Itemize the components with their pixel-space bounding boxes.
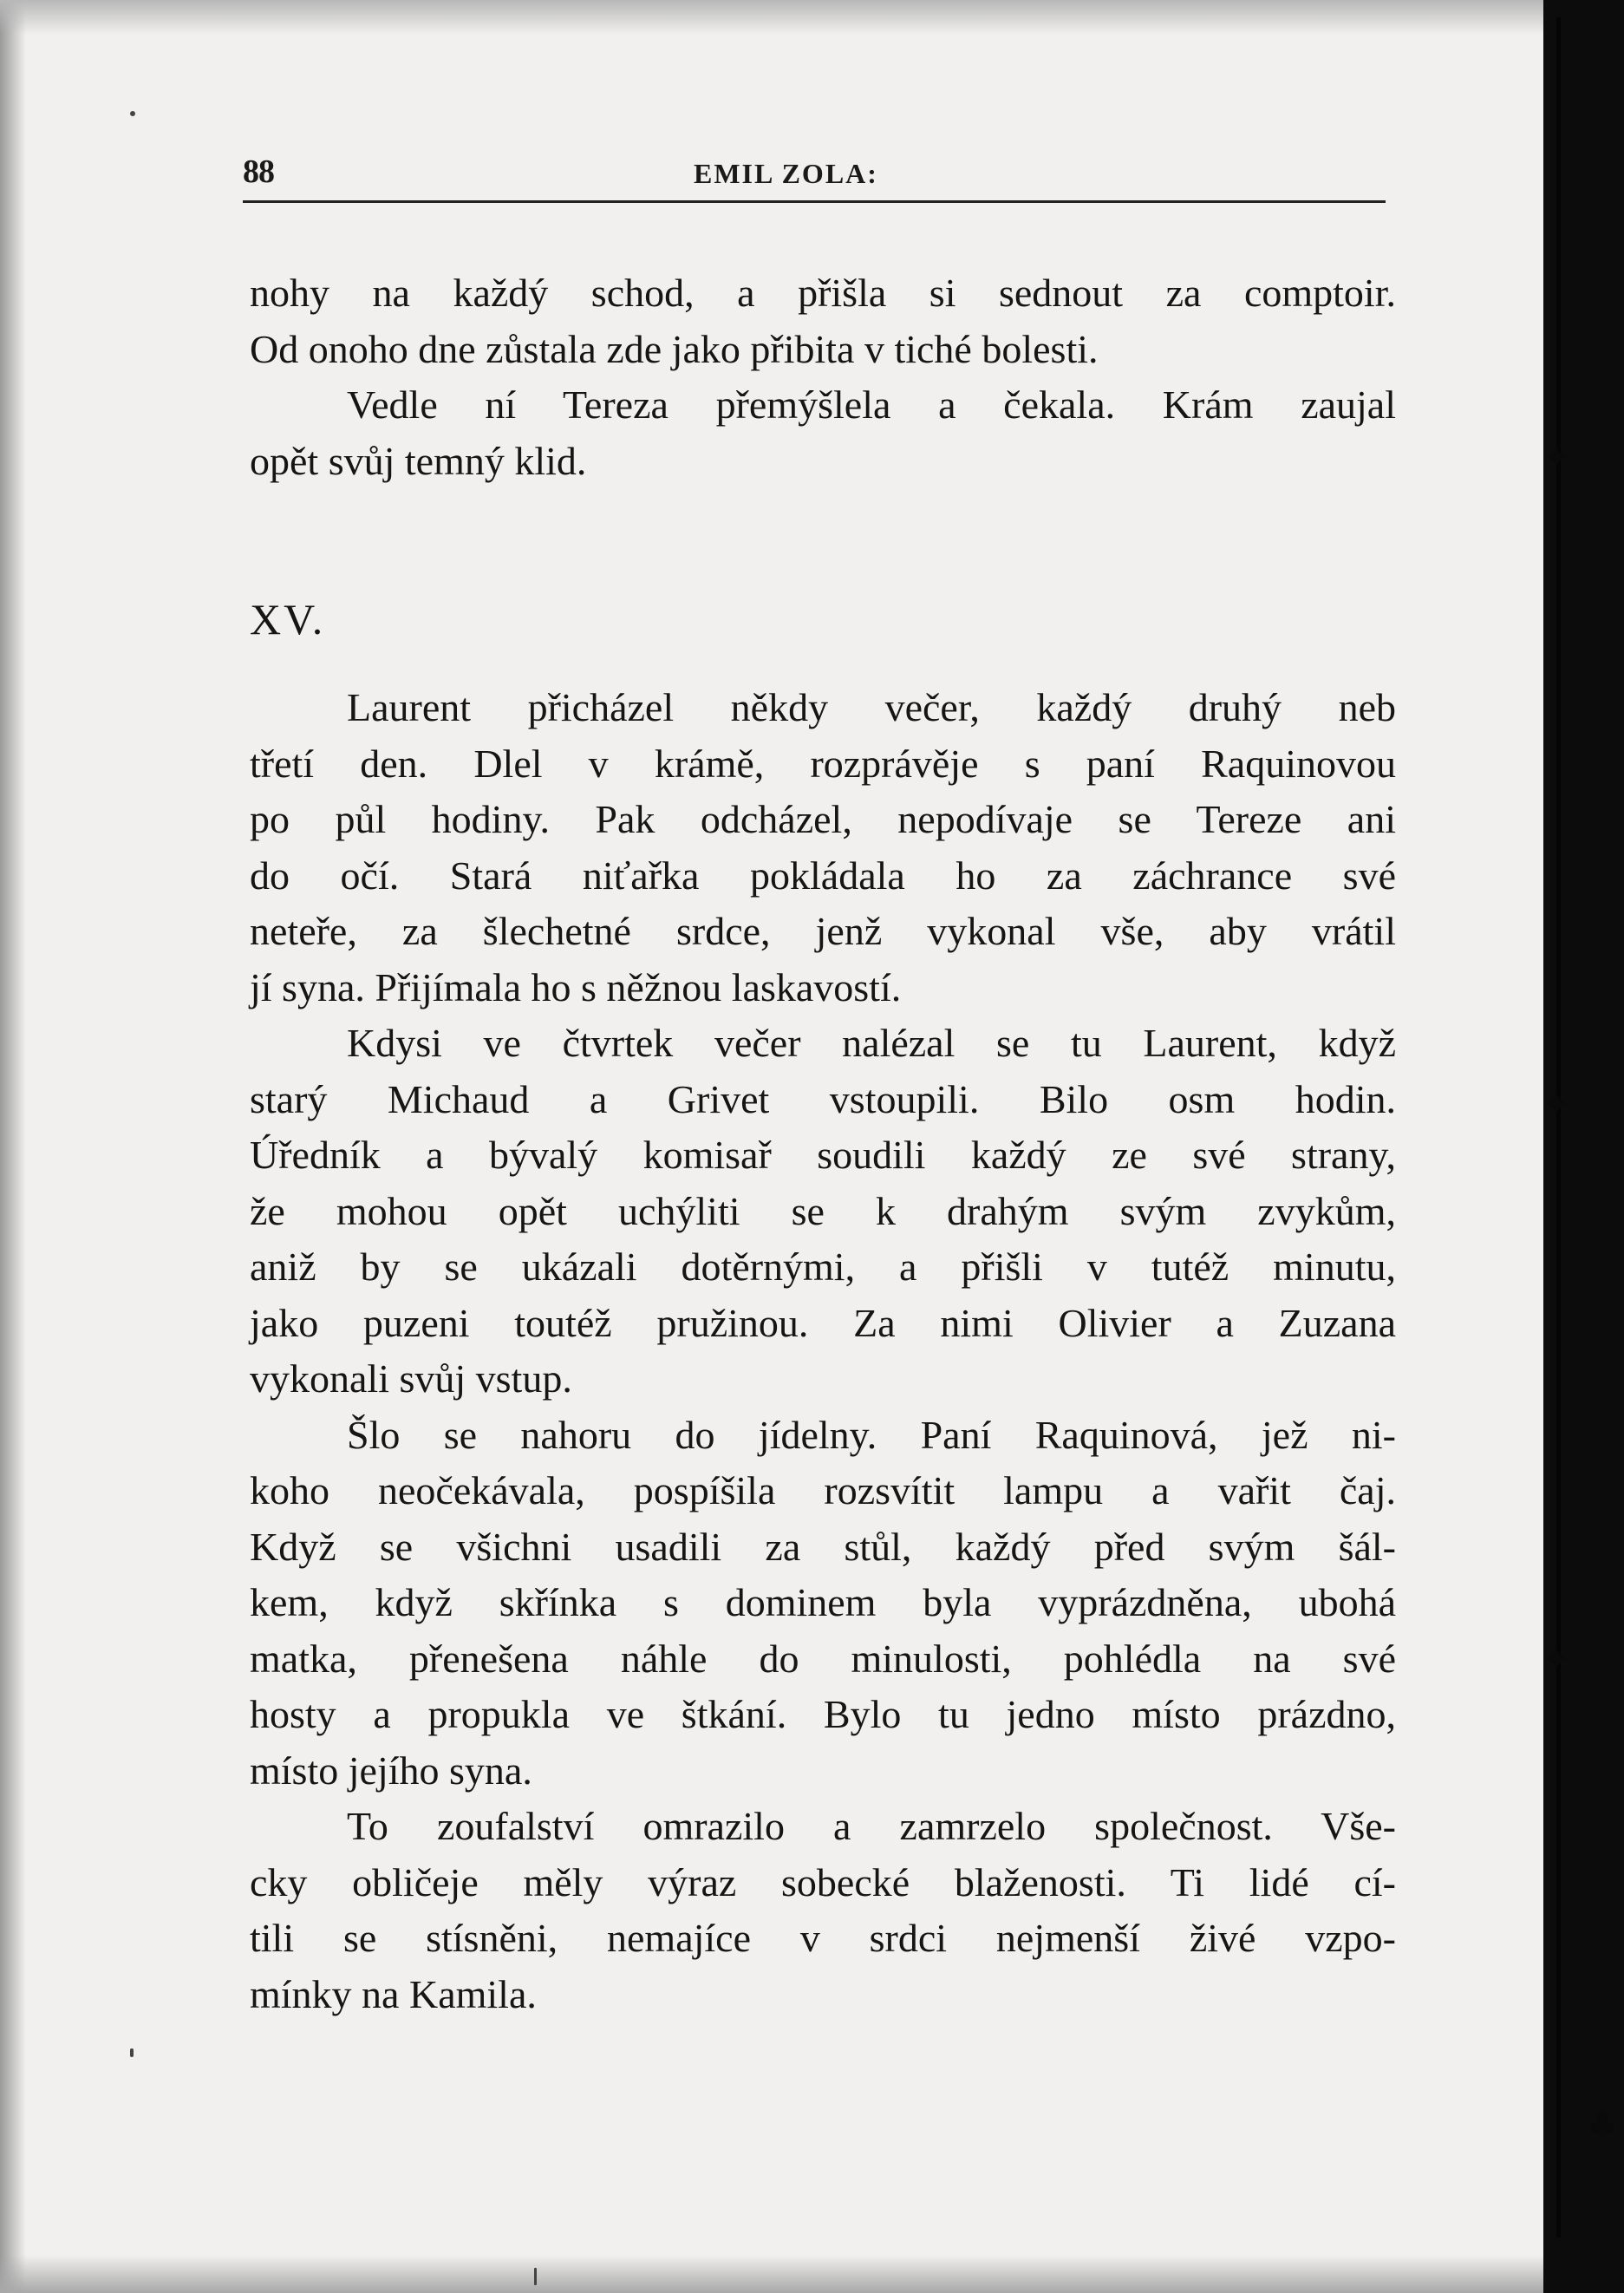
text-line: vykonali svůj vstup. — [250, 1356, 572, 1401]
text-line: jí syna. Přijímala ho s něžnou laskavostí. — [250, 964, 902, 1009]
text-line: Vedle ní Tereza přemýšlela a čekala. Krám zaujal — [347, 382, 1396, 427]
edge-mark-icon: ♣ — [1587, 2105, 1618, 2145]
text-line: že mohou opět uchýliti se k drahým svým zvykům, — [250, 1188, 1396, 1233]
body-text — [250, 265, 1396, 489]
text-line: matka, přenešena náhle do minulosti, pohlédla na své — [250, 1636, 1396, 1681]
text-line: Od onoho dne zůstala zde jako přibita v tiché bolesti. — [250, 326, 1099, 371]
text-line: mínky na Kamila. — [250, 1971, 537, 2016]
running-head: EMIL ZOLA: — [694, 158, 878, 189]
page-edge-dark — [1543, 0, 1624, 2293]
text-line: do očí. Stará niťařka pokládala ho za záchrance své — [250, 853, 1396, 898]
text-line: po půl hodiny. Pak odcházel, nepodívaje se Tereze ani — [250, 797, 1396, 841]
speck — [130, 2048, 134, 2057]
page-shadow-bottom — [0, 2255, 1561, 2293]
text-line: Šlo se nahoru do jídelny. Paní Raquinová, jež ni- — [347, 1412, 1396, 1457]
header-rule — [243, 200, 1386, 203]
text-line: nohy na každý schod, a přišla si sednout za comptoir. — [250, 271, 1396, 315]
page-edge-line — [1556, 17, 1561, 2237]
page-number: 88 — [243, 154, 274, 190]
page-shadow-top — [0, 0, 1561, 35]
text-line: místo jejího syna. — [250, 1748, 532, 1793]
text-line: koho neočekávala, pospíšila rozsvítit lampu a vařit čaj. — [250, 1468, 1396, 1512]
speck — [130, 111, 135, 116]
text-line: opět svůj temný klid. — [250, 438, 587, 483]
edge-mark-icon: ✦ — [1542, 1640, 1571, 1680]
text-line: To zoufalství omrazilo a zamrzelo společnost. Vše- — [347, 1804, 1396, 1848]
text-line: cky obličeje měly výraz sobecké blaženosti. Ti lidé cí- — [250, 1859, 1396, 1904]
text-line: třetí den. Dlel v krámě, rozprávěje s paní Raquinovou — [250, 741, 1396, 786]
text-line: Laurent přicházel někdy večer, každý druhý neb — [347, 685, 1396, 729]
text-line: starý Michaud a Grivet vstoupili. Bilo osm hodin. — [250, 1076, 1396, 1121]
page-header — [243, 153, 1386, 196]
text-line: neteře, za šlechetné srdce, jenž vykonal vše, aby vrátil — [250, 909, 1396, 953]
body-text-chapter — [250, 680, 1396, 2022]
text-line: jako puzeni toutéž pružinou. Za nimi Olivier a Zuzana — [250, 1300, 1396, 1345]
chapter-heading: XV. — [250, 595, 326, 643]
text-line: tili se stísněni, nemajíce v srdci nejmenší živé vzpo- — [250, 1916, 1396, 1960]
text-line: Kdysi ve čtvrtek večer nalézal se tu Laurent, když — [347, 1021, 1396, 1065]
edge-mark-icon: ✦ — [1542, 1085, 1571, 1125]
text-line: kem, když skřínka s dominem byla vyprázdněna, ubohá — [250, 1580, 1396, 1624]
text-line: hosty a propukla ve štkání. Bylo tu jedno místo prázdno, — [250, 1692, 1396, 1736]
text-line: Když se všichni usadili za stůl, každý před svým šál- — [250, 1524, 1396, 1569]
speck — [534, 2268, 537, 2285]
edge-mark-icon: ✦ — [1542, 438, 1571, 478]
text-line: Úředník a bývalý komisař soudili každý ze své strany, — [250, 1133, 1396, 1177]
page-shadow-left — [0, 0, 26, 2293]
text-line: aniž by se ukázali dotěrnými, a přišli v tutéž minutu, — [250, 1244, 1396, 1289]
